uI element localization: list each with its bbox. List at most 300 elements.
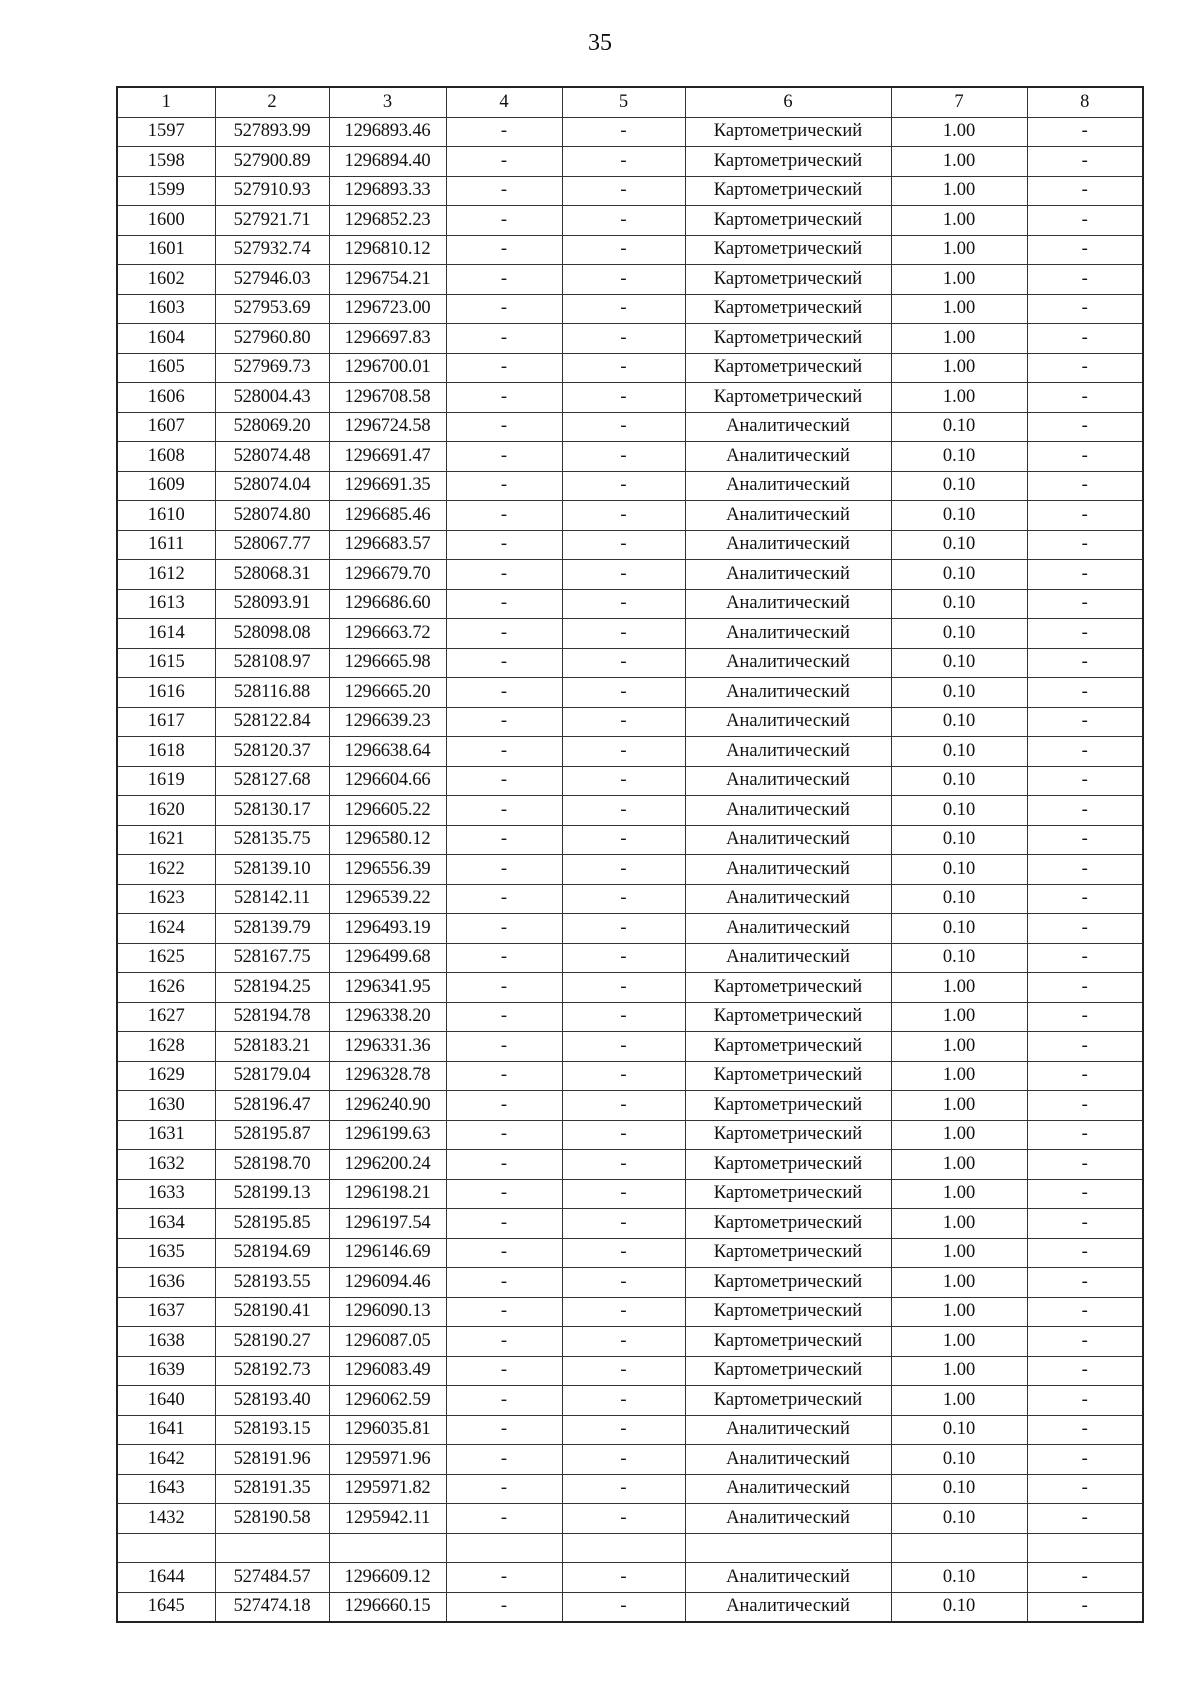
y-coordinate-cell: 1296639.23 [329, 707, 446, 737]
x-coordinate-cell: 528198.70 [215, 1150, 329, 1180]
accuracy-cell: 1.00 [891, 1091, 1027, 1121]
column-5-cell: - [562, 1415, 685, 1445]
y-coordinate-cell: 1296638.64 [329, 737, 446, 767]
accuracy-cell [891, 1533, 1027, 1563]
column-8-cell: - [1027, 737, 1143, 767]
accuracy-cell: 0.10 [891, 442, 1027, 472]
column-4-cell: - [446, 1268, 562, 1298]
table-row [117, 1238, 1143, 1268]
x-coordinate-cell: 527921.71 [215, 206, 329, 236]
column-5-cell: - [562, 648, 685, 678]
accuracy-cell: 0.10 [891, 589, 1027, 619]
point-number-cell: 1639 [117, 1356, 215, 1386]
x-coordinate-cell: 527969.73 [215, 353, 329, 383]
column-8-cell: - [1027, 442, 1143, 472]
column-5-cell: - [562, 383, 685, 413]
column-8-cell: - [1027, 589, 1143, 619]
point-number-cell: 1629 [117, 1061, 215, 1091]
column-8-cell: - [1027, 1386, 1143, 1416]
y-coordinate-cell [329, 1533, 446, 1563]
column-8-cell: - [1027, 383, 1143, 413]
method-cell: Аналитический [685, 1474, 891, 1504]
method-cell: Аналитический [685, 560, 891, 590]
method-cell: Аналитический [685, 530, 891, 560]
column-4-cell: - [446, 914, 562, 944]
table-row [117, 796, 1143, 826]
accuracy-cell: 0.10 [891, 1415, 1027, 1445]
method-cell: Аналитический [685, 412, 891, 442]
point-number-cell: 1625 [117, 943, 215, 973]
table-row [117, 1356, 1143, 1386]
method-cell: Аналитический [685, 442, 891, 472]
column-8-cell [1027, 1533, 1143, 1563]
header-cell: 7 [891, 87, 1027, 117]
accuracy-cell: 1.00 [891, 235, 1027, 265]
y-coordinate-cell: 1296146.69 [329, 1238, 446, 1268]
column-8-cell: - [1027, 1179, 1143, 1209]
column-8-cell: - [1027, 766, 1143, 796]
column-8-cell: - [1027, 1120, 1143, 1150]
y-coordinate-cell: 1296894.40 [329, 147, 446, 177]
column-5-cell: - [562, 1061, 685, 1091]
point-number-cell: 1640 [117, 1386, 215, 1416]
accuracy-cell: 0.10 [891, 1445, 1027, 1475]
method-cell: Картометрический [685, 353, 891, 383]
method-cell: Картометрический [685, 265, 891, 295]
column-5-cell: - [562, 1091, 685, 1121]
point-number-cell: 1628 [117, 1032, 215, 1062]
table-row [117, 1091, 1143, 1121]
column-4-cell: - [446, 1150, 562, 1180]
x-coordinate-cell: 528130.17 [215, 796, 329, 826]
table-row [117, 1474, 1143, 1504]
table-row [117, 1002, 1143, 1032]
x-coordinate-cell: 527953.69 [215, 294, 329, 324]
table-row [117, 1179, 1143, 1209]
x-coordinate-cell: 527893.99 [215, 117, 329, 147]
column-4-cell: - [446, 1445, 562, 1475]
column-5-cell: - [562, 943, 685, 973]
column-4-cell: - [446, 1415, 562, 1445]
table-row [117, 442, 1143, 472]
y-coordinate-cell: 1296810.12 [329, 235, 446, 265]
column-4-cell: - [446, 855, 562, 885]
column-5-cell: - [562, 1504, 685, 1534]
x-coordinate-cell: 528190.41 [215, 1297, 329, 1327]
x-coordinate-cell: 528074.04 [215, 471, 329, 501]
column-8-cell: - [1027, 973, 1143, 1003]
table-row [117, 1032, 1143, 1062]
point-number-cell: 1603 [117, 294, 215, 324]
column-4-cell: - [446, 530, 562, 560]
point-number-cell: 1612 [117, 560, 215, 590]
column-4-cell: - [446, 589, 562, 619]
point-number-cell: 1597 [117, 117, 215, 147]
column-5-cell: - [562, 1268, 685, 1298]
point-number-cell: 1617 [117, 707, 215, 737]
x-coordinate-cell: 528069.20 [215, 412, 329, 442]
accuracy-cell: 0.10 [891, 855, 1027, 885]
column-8-cell: - [1027, 619, 1143, 649]
method-cell: Картометрический [685, 1356, 891, 1386]
column-4-cell: - [446, 678, 562, 708]
accuracy-cell: 1.00 [891, 1061, 1027, 1091]
point-number-cell: 1643 [117, 1474, 215, 1504]
column-5-cell: - [562, 1445, 685, 1475]
column-5-cell: - [562, 176, 685, 206]
method-cell: Аналитический [685, 884, 891, 914]
column-5-cell: - [562, 737, 685, 767]
method-cell: Картометрический [685, 117, 891, 147]
table-row [117, 147, 1143, 177]
point-number-cell: 1621 [117, 825, 215, 855]
column-5-cell: - [562, 589, 685, 619]
point-number-cell: 1620 [117, 796, 215, 826]
table-row [117, 1150, 1143, 1180]
column-5-cell: - [562, 1327, 685, 1357]
table-row [117, 855, 1143, 885]
column-5-cell: - [562, 530, 685, 560]
column-4-cell: - [446, 324, 562, 354]
method-cell: Аналитический [685, 914, 891, 944]
table-row [117, 530, 1143, 560]
accuracy-cell: 1.00 [891, 117, 1027, 147]
point-number-cell: 1636 [117, 1268, 215, 1298]
y-coordinate-cell: 1296660.15 [329, 1592, 446, 1622]
column-4-cell: - [446, 1120, 562, 1150]
column-8-cell: - [1027, 1297, 1143, 1327]
point-number-cell: 1645 [117, 1592, 215, 1622]
column-4-cell: - [446, 501, 562, 531]
column-4-cell: - [446, 235, 562, 265]
x-coordinate-cell: 528191.35 [215, 1474, 329, 1504]
y-coordinate-cell: 1296035.81 [329, 1415, 446, 1445]
table-row [117, 678, 1143, 708]
y-coordinate-cell: 1296062.59 [329, 1386, 446, 1416]
y-coordinate-cell: 1296685.46 [329, 501, 446, 531]
column-4-cell: - [446, 825, 562, 855]
column-8-cell: - [1027, 117, 1143, 147]
accuracy-cell: 1.00 [891, 294, 1027, 324]
x-coordinate-cell: 528194.78 [215, 1002, 329, 1032]
column-4-cell: - [446, 943, 562, 973]
method-cell: Аналитический [685, 855, 891, 885]
method-cell: Картометрический [685, 1150, 891, 1180]
column-4-cell: - [446, 442, 562, 472]
column-8-cell: - [1027, 265, 1143, 295]
column-4-cell: - [446, 1386, 562, 1416]
x-coordinate-cell: 528142.11 [215, 884, 329, 914]
coordinates-table [116, 86, 1144, 1623]
table-row [117, 206, 1143, 236]
x-coordinate-cell: 527900.89 [215, 147, 329, 177]
accuracy-cell: 0.10 [891, 648, 1027, 678]
header-cell: 5 [562, 87, 685, 117]
header-cell: 1 [117, 87, 215, 117]
method-cell: Аналитический [685, 648, 891, 678]
y-coordinate-cell: 1296328.78 [329, 1061, 446, 1091]
accuracy-cell: 1.00 [891, 324, 1027, 354]
point-number-cell: 1618 [117, 737, 215, 767]
x-coordinate-cell: 528183.21 [215, 1032, 329, 1062]
table-row [117, 1120, 1143, 1150]
accuracy-cell: 0.10 [891, 796, 1027, 826]
column-4-cell: - [446, 1032, 562, 1062]
accuracy-cell: 0.10 [891, 678, 1027, 708]
table-row [117, 914, 1143, 944]
column-8-cell: - [1027, 530, 1143, 560]
column-5-cell: - [562, 235, 685, 265]
column-4-cell: - [446, 1474, 562, 1504]
table-row [117, 1563, 1143, 1593]
x-coordinate-cell: 527932.74 [215, 235, 329, 265]
point-number-cell: 1635 [117, 1238, 215, 1268]
column-8-cell: - [1027, 796, 1143, 826]
y-coordinate-cell: 1296200.24 [329, 1150, 446, 1180]
column-8-cell: - [1027, 1150, 1143, 1180]
column-4-cell: - [446, 353, 562, 383]
point-number-cell: 1642 [117, 1445, 215, 1475]
x-coordinate-cell: 527960.80 [215, 324, 329, 354]
x-coordinate-cell: 528068.31 [215, 560, 329, 590]
x-coordinate-cell: 528093.91 [215, 589, 329, 619]
method-cell: Картометрический [685, 1061, 891, 1091]
table-row [117, 471, 1143, 501]
column-5-cell: - [562, 1386, 685, 1416]
method-cell: Аналитический [685, 825, 891, 855]
column-8-cell: - [1027, 1356, 1143, 1386]
point-number-cell: 1600 [117, 206, 215, 236]
x-coordinate-cell: 528190.58 [215, 1504, 329, 1534]
point-number-cell: 1624 [117, 914, 215, 944]
table-row [117, 766, 1143, 796]
x-coordinate-cell: 528179.04 [215, 1061, 329, 1091]
method-cell: Картометрический [685, 973, 891, 1003]
table-row [117, 1533, 1143, 1563]
method-cell: Аналитический [685, 501, 891, 531]
table-row [117, 501, 1143, 531]
column-4-cell: - [446, 294, 562, 324]
accuracy-cell: 1.00 [891, 176, 1027, 206]
point-number-cell: 1602 [117, 265, 215, 295]
column-8-cell: - [1027, 1032, 1143, 1062]
column-5-cell: - [562, 1209, 685, 1239]
column-8-cell: - [1027, 914, 1143, 944]
point-number-cell: 1614 [117, 619, 215, 649]
accuracy-cell: 1.00 [891, 1150, 1027, 1180]
point-number-cell: 1644 [117, 1563, 215, 1593]
column-8-cell: - [1027, 206, 1143, 236]
accuracy-cell: 1.00 [891, 1179, 1027, 1209]
accuracy-cell: 1.00 [891, 1002, 1027, 1032]
method-cell: Аналитический [685, 707, 891, 737]
accuracy-cell: 0.10 [891, 825, 1027, 855]
point-number-cell: 1601 [117, 235, 215, 265]
y-coordinate-cell: 1296493.19 [329, 914, 446, 944]
column-5-cell: - [562, 678, 685, 708]
x-coordinate-cell [215, 1533, 329, 1563]
y-coordinate-cell: 1296708.58 [329, 383, 446, 413]
column-4-cell: - [446, 737, 562, 767]
accuracy-cell: 1.00 [891, 1386, 1027, 1416]
x-coordinate-cell: 528196.47 [215, 1091, 329, 1121]
table-body [117, 117, 1143, 1622]
accuracy-cell: 0.10 [891, 1474, 1027, 1504]
column-4-cell: - [446, 1297, 562, 1327]
accuracy-cell: 1.00 [891, 1209, 1027, 1239]
method-cell: Картометрический [685, 1091, 891, 1121]
x-coordinate-cell: 528067.77 [215, 530, 329, 560]
column-8-cell: - [1027, 147, 1143, 177]
column-4-cell: - [446, 796, 562, 826]
method-cell: Картометрический [685, 1002, 891, 1032]
column-8-cell: - [1027, 235, 1143, 265]
method-cell: Картометрический [685, 1120, 891, 1150]
method-cell: Картометрический [685, 324, 891, 354]
method-cell: Картометрический [685, 1268, 891, 1298]
column-5-cell: - [562, 884, 685, 914]
point-number-cell: 1622 [117, 855, 215, 885]
column-4-cell: - [446, 1179, 562, 1209]
column-5-cell: - [562, 707, 685, 737]
column-5-cell: - [562, 766, 685, 796]
accuracy-cell: 0.10 [891, 1563, 1027, 1593]
y-coordinate-cell: 1296724.58 [329, 412, 446, 442]
column-4-cell: - [446, 147, 562, 177]
x-coordinate-cell: 528074.80 [215, 501, 329, 531]
y-coordinate-cell: 1295942.11 [329, 1504, 446, 1534]
point-number-cell: 1623 [117, 884, 215, 914]
column-8-cell: - [1027, 471, 1143, 501]
point-number-cell: 1611 [117, 530, 215, 560]
y-coordinate-cell: 1296893.33 [329, 176, 446, 206]
column-8-cell: - [1027, 560, 1143, 590]
header-cell: 4 [446, 87, 562, 117]
y-coordinate-cell: 1296604.66 [329, 766, 446, 796]
column-5-cell: - [562, 1297, 685, 1327]
header-cell: 6 [685, 87, 891, 117]
accuracy-cell: 0.10 [891, 914, 1027, 944]
y-coordinate-cell: 1296580.12 [329, 825, 446, 855]
point-number-cell: 1616 [117, 678, 215, 708]
y-coordinate-cell: 1296665.20 [329, 678, 446, 708]
point-number-cell: 1641 [117, 1415, 215, 1445]
accuracy-cell: 1.00 [891, 1238, 1027, 1268]
y-coordinate-cell: 1296197.54 [329, 1209, 446, 1239]
method-cell: Аналитический [685, 1415, 891, 1445]
column-5-cell: - [562, 117, 685, 147]
accuracy-cell: 1.00 [891, 1268, 1027, 1298]
column-4-cell: - [446, 560, 562, 590]
x-coordinate-cell: 528194.69 [215, 1238, 329, 1268]
table-row [117, 884, 1143, 914]
column-8-cell: - [1027, 1563, 1143, 1593]
y-coordinate-cell: 1296686.60 [329, 589, 446, 619]
table-row [117, 1297, 1143, 1327]
method-cell: Картометрический [685, 1179, 891, 1209]
y-coordinate-cell: 1296331.36 [329, 1032, 446, 1062]
method-cell [685, 1533, 891, 1563]
accuracy-cell: 1.00 [891, 265, 1027, 295]
method-cell: Аналитический [685, 737, 891, 767]
table-row [117, 265, 1143, 295]
column-8-cell: - [1027, 648, 1143, 678]
x-coordinate-cell: 528074.48 [215, 442, 329, 472]
y-coordinate-cell: 1296090.13 [329, 1297, 446, 1327]
column-8-cell: - [1027, 1474, 1143, 1504]
column-4-cell: - [446, 176, 562, 206]
column-4-cell [446, 1533, 562, 1563]
y-coordinate-cell: 1296605.22 [329, 796, 446, 826]
y-coordinate-cell: 1296893.46 [329, 117, 446, 147]
accuracy-cell: 1.00 [891, 1297, 1027, 1327]
header-cell: 3 [329, 87, 446, 117]
accuracy-cell: 1.00 [891, 147, 1027, 177]
accuracy-cell: 1.00 [891, 353, 1027, 383]
table-row [117, 619, 1143, 649]
column-4-cell: - [446, 1002, 562, 1032]
page-number: 35 [588, 30, 612, 56]
accuracy-cell: 0.10 [891, 707, 1027, 737]
x-coordinate-cell: 528193.55 [215, 1268, 329, 1298]
x-coordinate-cell: 527484.57 [215, 1563, 329, 1593]
table-row [117, 825, 1143, 855]
accuracy-cell: 0.10 [891, 560, 1027, 590]
y-coordinate-cell: 1296754.21 [329, 265, 446, 295]
method-cell: Аналитический [685, 1563, 891, 1593]
point-number-cell: 1637 [117, 1297, 215, 1327]
x-coordinate-cell: 528199.13 [215, 1179, 329, 1209]
column-5-cell: - [562, 1474, 685, 1504]
column-8-cell: - [1027, 1209, 1143, 1239]
x-coordinate-cell: 528108.97 [215, 648, 329, 678]
table-row [117, 383, 1143, 413]
y-coordinate-cell: 1296723.00 [329, 294, 446, 324]
column-5-cell: - [562, 442, 685, 472]
method-cell: Аналитический [685, 1592, 891, 1622]
x-coordinate-cell: 528190.27 [215, 1327, 329, 1357]
accuracy-cell: 0.10 [891, 412, 1027, 442]
accuracy-cell: 0.10 [891, 530, 1027, 560]
y-coordinate-cell: 1296697.83 [329, 324, 446, 354]
method-cell: Аналитический [685, 766, 891, 796]
method-cell: Аналитический [685, 619, 891, 649]
column-5-cell: - [562, 973, 685, 1003]
y-coordinate-cell: 1296691.47 [329, 442, 446, 472]
column-8-cell: - [1027, 1327, 1143, 1357]
table-row [117, 1504, 1143, 1534]
column-5-cell: - [562, 825, 685, 855]
header-cell: 2 [215, 87, 329, 117]
column-4-cell: - [446, 412, 562, 442]
column-5-cell: - [562, 855, 685, 885]
point-number-cell [117, 1533, 215, 1563]
table-row [117, 235, 1143, 265]
y-coordinate-cell: 1295971.96 [329, 1445, 446, 1475]
y-coordinate-cell: 1296199.63 [329, 1120, 446, 1150]
x-coordinate-cell: 528139.79 [215, 914, 329, 944]
column-5-cell: - [562, 324, 685, 354]
column-8-cell: - [1027, 294, 1143, 324]
column-4-cell: - [446, 383, 562, 413]
point-number-cell: 1631 [117, 1120, 215, 1150]
column-4-cell: - [446, 1091, 562, 1121]
x-coordinate-cell: 528195.85 [215, 1209, 329, 1239]
method-cell: Картометрический [685, 176, 891, 206]
column-4-cell: - [446, 648, 562, 678]
method-cell: Картометрический [685, 1238, 891, 1268]
point-number-cell: 1627 [117, 1002, 215, 1032]
